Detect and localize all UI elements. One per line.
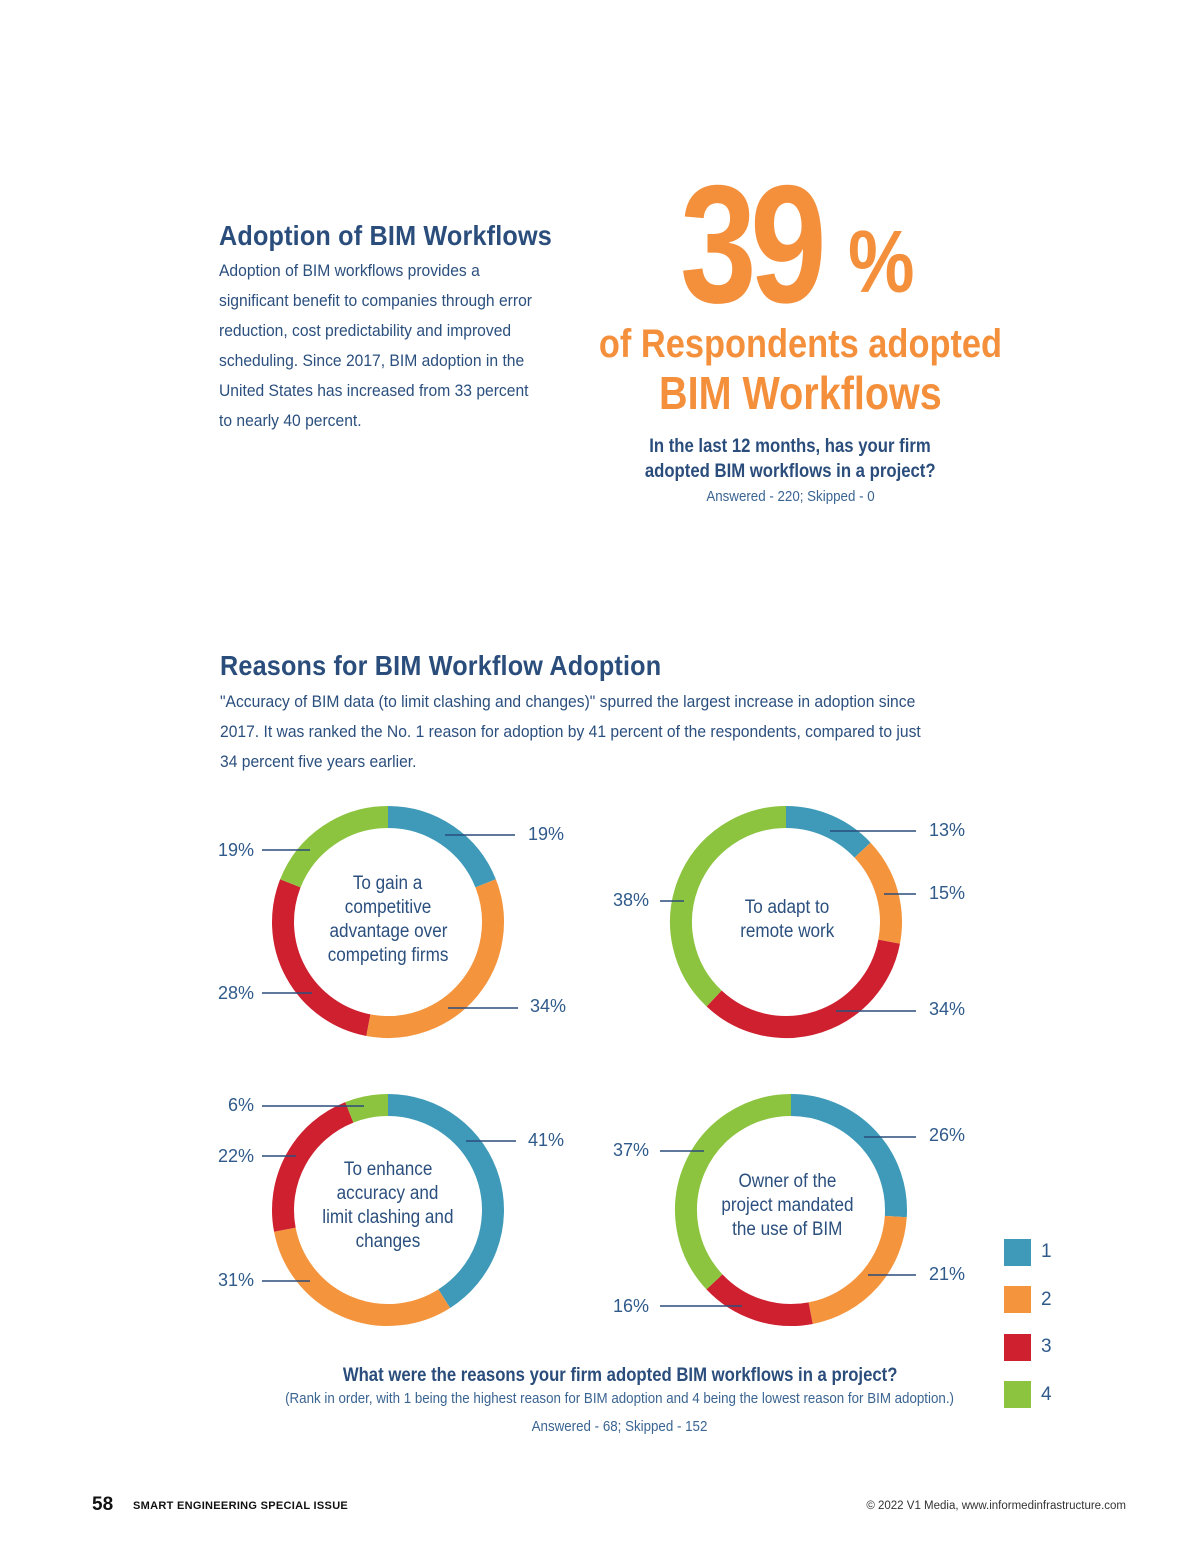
donut1-center-line: To gain a [353, 873, 423, 894]
reasons-question-text: What were the reasons your firm adopted BIM workflows in a project? [342, 1365, 898, 1386]
donut2-label-rank3: 34% [929, 999, 966, 1019]
donut2-segment-rank3 [714, 942, 889, 1027]
donut2-center-line: remote work [739, 921, 835, 942]
donut1-center-line: competing firms [327, 945, 449, 966]
donut4-center-label [697, 1170, 877, 1242]
donut1-label-rank4: 19% [218, 840, 255, 860]
donut3-label-rank2: 31% [218, 1270, 255, 1290]
donut4-label-rank2: 21% [929, 1264, 966, 1284]
donut3-center-line: limit clashing and [322, 1207, 454, 1228]
donut2-label-rank4: 38% [613, 890, 650, 910]
legend-swatch-3 [1004, 1334, 1031, 1361]
reasons-note-text: (Rank in order, with 1 being the highest reason for BIM adoption and 4 being the lowest reason for BIM adoption.) [285, 1391, 955, 1407]
donut3-center-line: changes [355, 1231, 421, 1252]
donut3-center-line: To enhance [343, 1159, 433, 1180]
donut2-label-rank2: 15% [929, 883, 966, 903]
donut4-center-line: project mandated [720, 1195, 854, 1216]
adoption-body-line: Adoption of BIM workflows provides a [219, 261, 480, 280]
legend-label-3: 3 [1041, 1336, 1052, 1357]
donut2-segment-rank1 [786, 817, 863, 850]
donut3-label-rank1: 41% [528, 1130, 565, 1150]
donut3-center-label [298, 1158, 478, 1254]
reasons-question [220, 1363, 1020, 1388]
donut1-label-rank3: 28% [218, 983, 255, 1003]
donut4-center-line: Owner of the [738, 1171, 836, 1192]
adoption-title: Adoption of BIM Workflows [219, 220, 552, 251]
reasons-note [160, 1391, 1080, 1407]
adoption-question-line1: In the last 12 months, has your firm [649, 436, 931, 457]
big-stat-number: 39 [680, 150, 821, 338]
legend-swatch-2 [1004, 1286, 1031, 1313]
publication-title: SMART ENGINEERING SPECIAL ISSUE [133, 1500, 349, 1512]
donut2-center-label [697, 896, 877, 944]
legend-swatch-1 [1004, 1239, 1031, 1266]
adoption-body-line: reduction, cost predictability and improved [219, 321, 512, 340]
adoption-answered-text: Answered - 220; Skipped - 0 [705, 489, 875, 505]
legend-label-2: 2 [1041, 1289, 1052, 1310]
stat-caption-line1-text: of Respondents adopted [598, 322, 1002, 366]
donut4-label-rank4: 37% [613, 1140, 650, 1160]
donut2-label-rank1: 13% [929, 820, 966, 840]
reasons-answered [320, 1419, 920, 1435]
donut3-label-rank3: 22% [218, 1146, 255, 1166]
reasons-answered-text: Answered - 68; Skipped - 152 [532, 1419, 708, 1435]
donut1-center-label [298, 872, 478, 968]
copyright: © 2022 V1 Media, www.informedinfrastructure.com [866, 1500, 1126, 1512]
donut4-label-rank3: 16% [613, 1296, 650, 1316]
adoption-body-line: scheduling. Since 2017, BIM adoption in the [219, 351, 525, 370]
donut4-label-rank1: 26% [929, 1125, 966, 1145]
adoption-question-line2: adopted BIM workflows in a project? [644, 461, 936, 482]
legend-label-1: 1 [1041, 1241, 1052, 1262]
reasons-body-line: 2017. It was ranked the No. 1 reason for adoption by 41 percent of the respondents, compared to just [220, 722, 921, 741]
donut2-center-line: To adapt to [744, 897, 830, 918]
donut1-label-rank1: 19% [528, 824, 565, 844]
adoption-body-line: significant benefit to companies through error [219, 291, 532, 310]
donut1-label-rank2: 34% [530, 996, 567, 1016]
donut1-center-line: competitive [344, 897, 432, 918]
donut3-label-rank4: 6% [228, 1095, 255, 1115]
donut4-segment-rank3 [714, 1282, 810, 1315]
adoption-body-line: United States has increased from 33 percent [219, 381, 529, 400]
big-stat-unit: % [848, 212, 915, 311]
donut3-center-line: accuracy and [337, 1183, 439, 1204]
adoption-body-line: to nearly 40 percent. [219, 411, 362, 430]
legend-label-4: 4 [1041, 1384, 1052, 1405]
reasons-body-line: 34 percent five years earlier. [220, 752, 417, 771]
reasons-title: Reasons for BIM Workflow Adoption [220, 650, 662, 681]
stat-caption-line2-text: BIM Workflows [658, 367, 942, 419]
donut4-center-line: the use of BIM [731, 1219, 843, 1240]
donut1-center-line: advantage over [329, 921, 447, 942]
page-number: 58 [92, 1494, 114, 1515]
reasons-body-line: "Accuracy of BIM data (to limit clashing and changes)" spurred the largest increase in adoption since [220, 692, 916, 711]
